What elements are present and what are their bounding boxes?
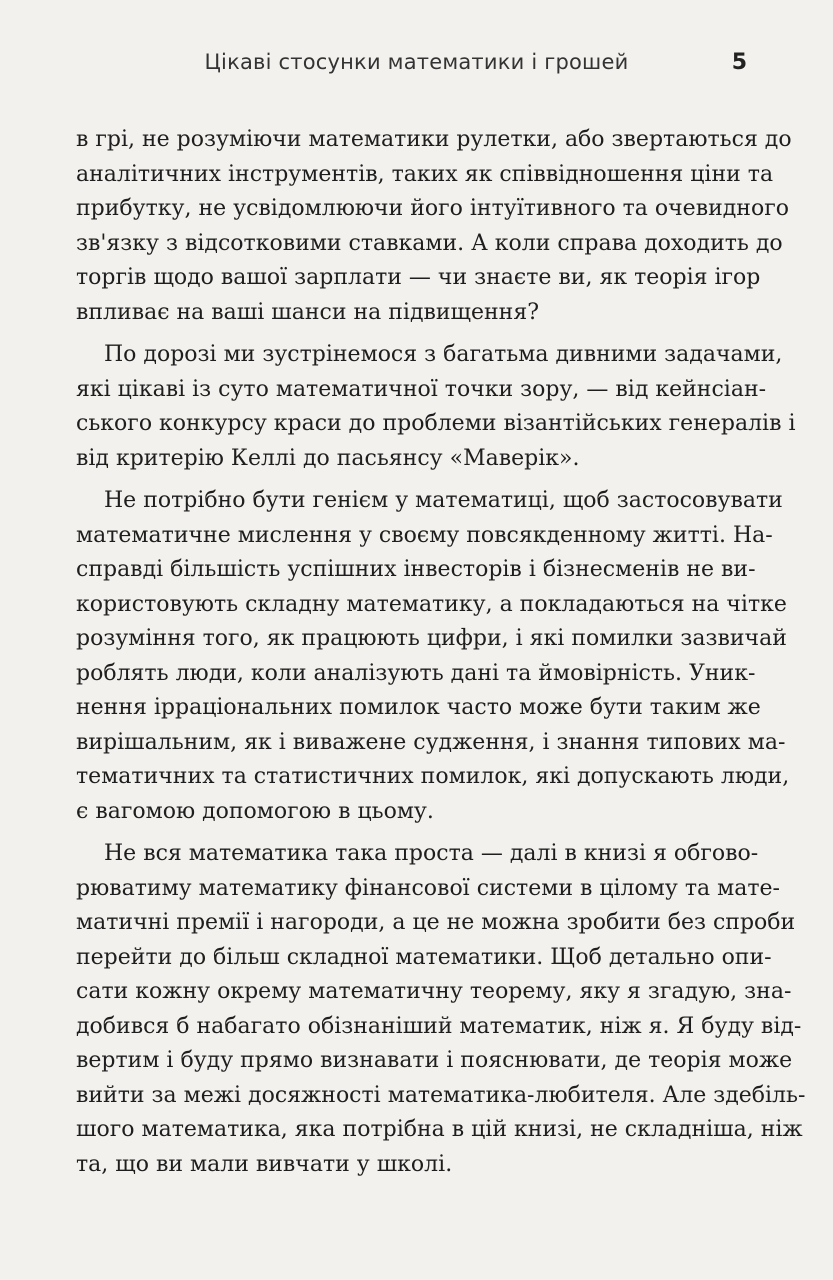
text-line: аналітичних інструментів, таких як співвідношення ціни та <box>76 161 774 187</box>
paragraph <box>76 484 790 829</box>
text-line: впливає на ваші шанси на підвищення? <box>76 299 540 325</box>
text-line: перейти до більш складної математики. Щоб детально опи- <box>76 944 772 970</box>
text-line: справді більшість успішних інвесторів і бізнесменів не ви- <box>76 557 756 582</box>
paragraph <box>76 123 792 330</box>
text-line: матичні премії і нагороди, а це не можна зробити без спроби <box>76 910 796 935</box>
text-line: вийти за межі досяжності математика-любителя. Але здебіль- <box>76 1082 806 1108</box>
text-line: є вагомою допомогою в цьому. <box>76 798 434 824</box>
text-line: в грі, не розуміючи математики рулетки, або звертаються до <box>76 127 792 152</box>
text-line: Не вся математика така проста — далі в книзі я обгово- <box>104 841 759 866</box>
text-line: рюватиму математику фінансової системи в цілому та мате- <box>76 875 780 901</box>
text-line: Не потрібно бути генієм у математиці, щоб застосовувати <box>104 488 783 513</box>
text-line: добився б набагато обізнаніший математик, ніж я. Я буду від- <box>76 1013 802 1039</box>
page-number: 5 <box>731 50 747 75</box>
text-line: користовують складну математику, а покладаються на чітке <box>76 591 787 617</box>
text-line: По дорозі ми зустрінемося з багатьма дивними задачами, <box>104 342 783 367</box>
running-header <box>0 50 833 90</box>
text-line: роблять люди, коли аналізують дані та ймовірність. Уник- <box>76 660 756 686</box>
paragraph <box>76 338 796 476</box>
paragraph <box>76 837 806 1182</box>
text-line: прибутку, не усвідомлюючи його інтуїтивного та очевидного <box>76 196 789 221</box>
text-line: шого математика, яка потрібна в цій книзі, не складніша, ніж <box>76 1117 803 1142</box>
text-line: тематичних та статистичних помилок, які допускають люди, <box>76 764 790 789</box>
text-line: сати кожну окрему математичну теорему, яку я згадую, зна- <box>76 979 792 1004</box>
text-line: від критерію Келлі до пасьянсу «Маверік». <box>76 445 580 471</box>
text-line: вирішальним, як і виважене судження, і знання типових ма- <box>76 729 786 755</box>
text-line: зв'язку з відсотковими ставками. А коли справа доходить до <box>76 230 783 256</box>
body-text <box>76 123 806 1190</box>
text-line: які цікаві із суто математичної точки зору, — від кейнсіан- <box>76 376 767 402</box>
text-line: нення ірраціональних помилок часто може бути таким же <box>76 695 761 720</box>
text-line: математичне мислення у своєму повсякденному житті. На- <box>76 522 773 548</box>
text-line: розуміння того, як працюють цифри, і які помилки зазвичай <box>76 626 787 651</box>
text-line: торгів щодо вашої зарплати — чи знаєте ви, як теорія ігор <box>76 265 761 290</box>
text-line: та, що ви мали вивчати у школі. <box>76 1151 453 1177</box>
text-line: вертим і буду прямо визнавати і пояснювати, де теорія може <box>76 1048 793 1073</box>
running-title: Цікаві стосунки математики і грошей <box>204 50 629 74</box>
text-line: ського конкурсу краси до проблеми візантійських генералів і <box>76 411 796 436</box>
